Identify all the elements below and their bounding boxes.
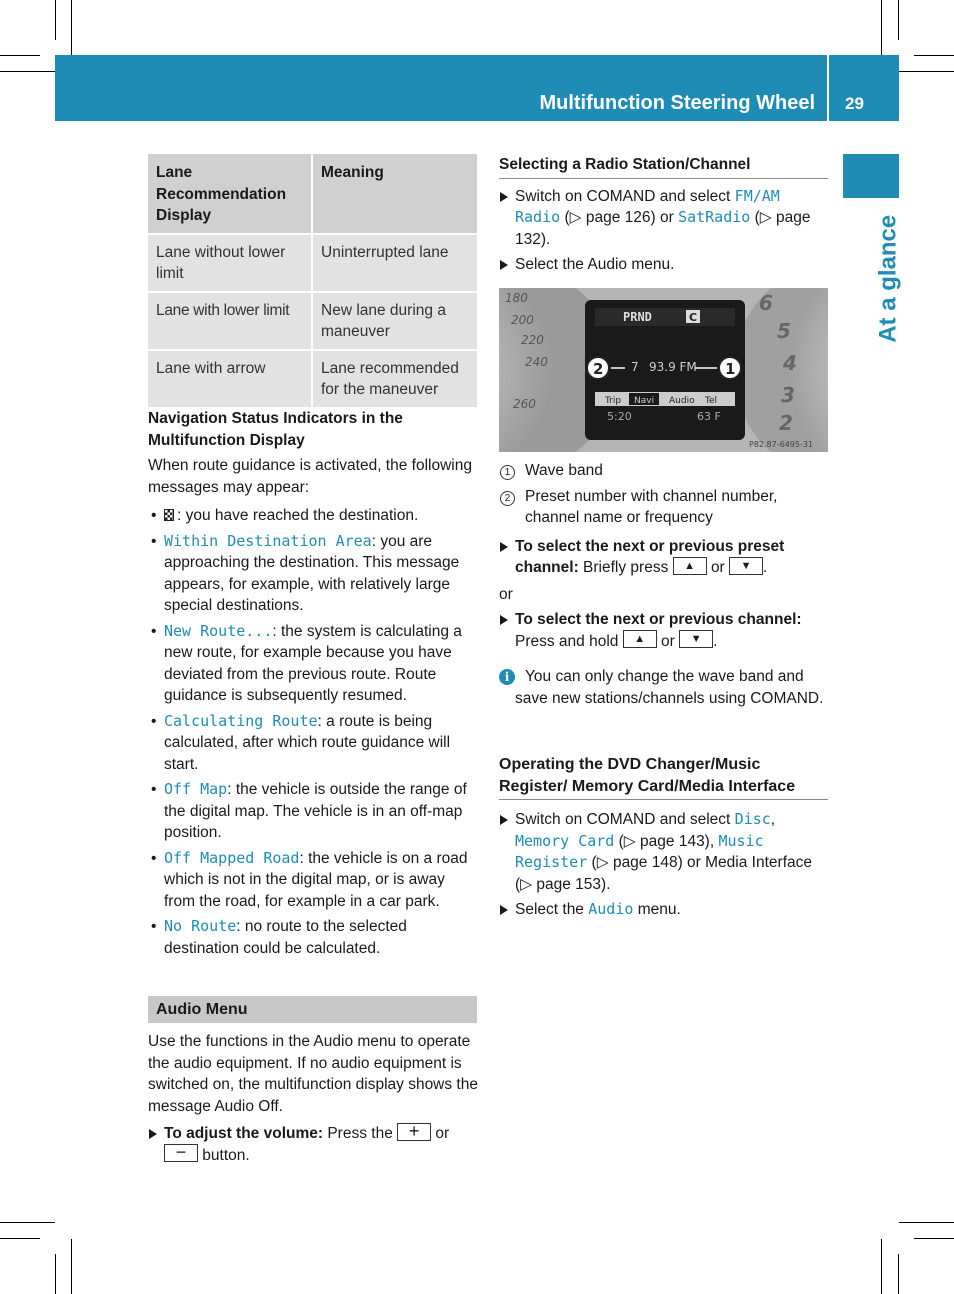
menu-code: FM/AM Radio [515,186,780,226]
table-cell: Uninterrupted lane [312,234,477,292]
speed-label: 240 [525,355,548,369]
speed-label: 200 [511,313,534,327]
svg-text:2: 2 [593,360,604,378]
header-bar [55,55,827,121]
crop-mark [0,55,40,56]
legend-text: Wave band [525,462,603,479]
lane-table [148,154,477,409]
list-item [148,916,478,959]
info-note [499,666,828,709]
divider [499,799,828,800]
crop-mark [0,1222,55,1223]
crop-mark [898,0,899,40]
step-text: Switch on COMAND and select [515,187,735,205]
item-text: : the system is calculating a new route, for example because you have deviated from the previous route. Route guidance is subsequently resumed. [164,622,462,704]
audio-intro: Use the functions in the Audio menu to operate the audio equipment. If no audio equipment is switched on, the multifunction display shows the message Audio Off. [148,1033,478,1115]
preset-number: 7 [631,360,639,374]
list-item [148,848,478,913]
step-bold: To adjust the volume: [164,1125,324,1142]
rev-label: 5 [777,319,791,343]
page-number: 29 [845,94,864,113]
step-text: button. [198,1146,250,1164]
table-cell: New lane during a maneuver [312,292,477,350]
status-code: Off Mapped Road [164,848,300,867]
menu-code: Memory Card [515,831,615,850]
item-text: : the vehicle is on a road which is not in the digital map, or is away from the road, for example in a car park. [164,849,468,910]
table-row [148,234,477,292]
gear-indicator: PRND [623,310,652,324]
list-item [148,621,478,707]
audio-section [148,1031,478,1166]
speed-label: 180 [505,291,528,305]
menu-code: Audio [588,900,634,918]
menu-navi: Navi [634,396,655,406]
step-text: , [770,811,776,828]
radio-heading: Selecting a Radio Station/Channel [499,156,751,173]
item-text: : the vehicle is outside the range of the digital map. The vehicle is in an off-map position. [164,781,467,841]
status-code: New Route... [164,621,273,640]
crop-mark [0,71,55,72]
rev-label: 6 [759,291,773,315]
step-text: or [710,559,725,576]
info-icon: i [499,669,515,685]
speed-label: 260 [513,397,536,411]
step-bold: To select the next or previous preset channel: [515,537,785,576]
down-key-icon: ▼ [679,630,713,648]
crop-mark [71,1239,72,1294]
table-row [148,350,477,408]
page-title: Multifunction Steering Wheel [539,92,815,114]
step-text: Press the [323,1125,398,1142]
nav-heading: Navigation Status Indicators in the Multifunction Display [148,410,403,449]
instrument-cluster-image [499,288,828,452]
crop-mark [55,0,56,40]
checkered-flag-icon [164,509,174,521]
minus-key-icon: − [164,1144,198,1162]
side-tab-label: At a glance [874,214,902,343]
volume-step [148,1120,478,1166]
step-text: Select the [515,901,589,918]
crop-mark [899,71,954,72]
up-key-icon: ▲ [673,557,707,575]
step-text: Switch on COMAND and select [515,811,735,828]
step-text: menu. [633,901,681,918]
rev-label: 3 [781,383,795,407]
rev-label: 4 [783,351,797,375]
status-code: Calculating Route [164,711,318,730]
radio-step-1 [499,186,828,251]
table-cell: Lane recommended for the maneuver [312,350,477,408]
table-header-cell: Meaning [312,154,477,234]
menu-trip: Trip [605,396,622,406]
side-tab [843,154,899,198]
radio-section [499,154,828,276]
preset-step: To select the next or previous preset channel: Briefly press ▲ or ▼ . [499,536,828,579]
divider [499,178,828,179]
step-text: Press and hold [515,632,623,650]
menu-tel: Tel [705,396,718,406]
menu-code: Disc [734,810,771,828]
menu-audio: Audio [669,396,695,406]
frequency: 93.9 FM [649,360,697,374]
radio-legend [499,460,828,709]
list-item [148,505,478,527]
page-number-box [829,55,899,121]
clock: 5:20 [607,410,632,423]
table-cell: Lane with arrow [148,350,312,408]
nav-list [148,505,478,959]
rev-label: 2 [779,411,793,435]
radio-step-2: Select the Audio menu. [499,254,828,276]
list-item [148,531,478,617]
step-text: Briefly press [578,559,673,576]
crop-mark [881,1239,882,1294]
dvd-step-1 [499,809,828,895]
item-text: : you are approaching the destination. This message appears, for example, with relatively large special destinations. [164,532,460,614]
step-text: or [431,1125,450,1142]
temperature: 63 F [697,410,721,423]
image-code: P82.87-6495-31 [749,440,814,449]
step-text: (▷ page 143), [614,832,719,850]
item-text: : a route is being calculated, after which route guidance will start. [164,712,451,773]
crop-mark [881,0,882,55]
audio-heading: Audio Menu [148,996,477,1023]
dvd-section [499,754,828,921]
table-header-row [148,154,477,234]
gear-c: C [689,311,698,324]
info-text: You can only change the wave band and save new stations/channels using COMAND. [515,668,824,707]
legend-item [499,486,828,529]
up-key-icon: ▲ [623,630,657,648]
table-header-cell: Lane Recommendation Display [148,154,312,234]
table-row [148,292,477,350]
step-text: (▷ page 148) or Media Interface (▷ page 153). [515,854,812,893]
menu-code: Music Register [515,831,764,871]
nav-section [148,408,478,963]
list-item [148,779,478,844]
speed-label: 220 [521,333,544,347]
crop-mark [914,55,954,56]
step-text: (▷ page 132). [515,209,811,248]
menu-code: SatRadio [678,208,751,226]
step-text: (▷ page 126) or [560,209,679,226]
crop-mark [0,1238,40,1239]
down-key-icon: ▼ [729,557,763,575]
svg-text:1: 1 [725,360,736,378]
step-bold: To select the next or previous channel: [515,611,802,628]
item-text: : no route to the selected destination could be calculated. [164,918,407,957]
crop-mark [55,1254,56,1294]
table-cell: Lane without lower limit [148,234,312,292]
dvd-step-2 [499,899,828,921]
crop-mark [914,1238,954,1239]
callout-2-icon: 2 [500,491,515,506]
channel-step: To select the next or previous channel: Press and hold ▲ or ▼ . [499,609,828,652]
item-text: : you have reached the destination. [177,507,419,524]
list-item [148,711,478,776]
crop-mark [898,1254,899,1294]
or-text: or [499,585,513,603]
table-cell: Lane with lower limit [148,292,312,350]
status-code: Within Destination Area [164,531,372,550]
crop-mark [71,0,72,55]
legend-text: Preset number with channel number, channel name or frequency [525,487,778,526]
crop-mark [899,1222,954,1223]
dvd-heading: Operating the DVD Changer/Music Register/ Memory Card/Media Interface [499,756,796,795]
status-code: Off Map [164,780,228,798]
legend-item [499,460,828,482]
plus-key-icon: + [397,1123,431,1141]
step-text: or [661,632,675,650]
callout-1-icon: 1 [500,465,515,480]
status-code: No Route [164,917,237,935]
nav-intro: When route guidance is activated, the following messages may appear: [148,457,472,496]
